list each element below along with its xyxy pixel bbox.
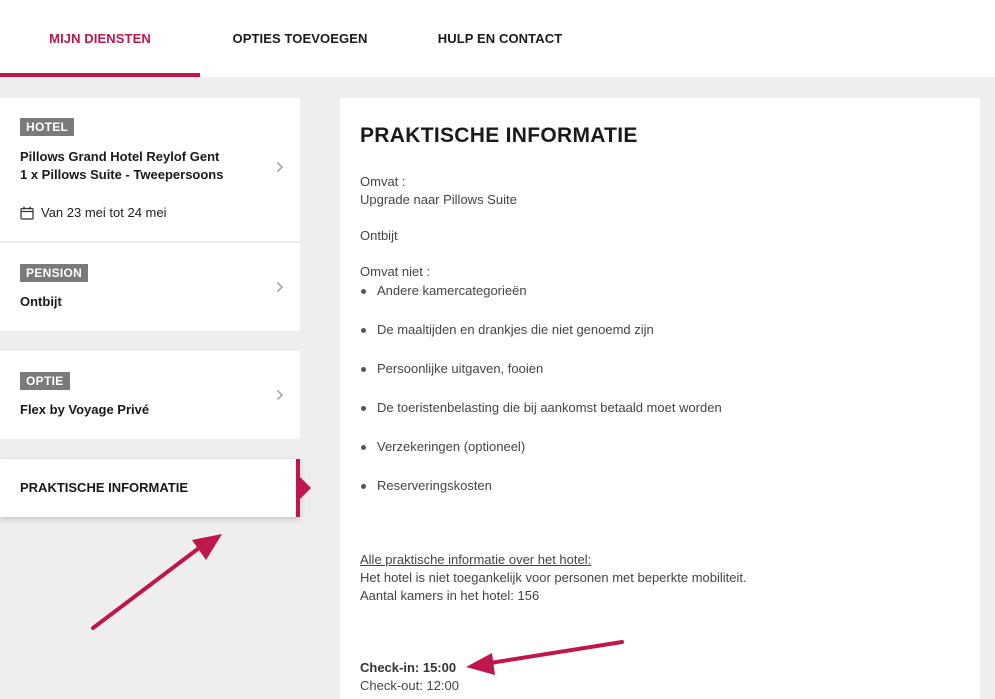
room-type: 1 x Pillows Suite - Tweepersoons xyxy=(20,167,224,182)
calendar-icon xyxy=(20,206,34,220)
excluded-label: Omvat niet : xyxy=(360,264,431,279)
list-item: Andere kamercategorieën xyxy=(360,282,722,321)
tab-label: OPTIES TOEVOEGEN xyxy=(232,31,368,46)
hotel-badge: HOTEL xyxy=(20,118,74,136)
pension-title: Ontbijt xyxy=(20,294,62,309)
tab-hulp-en-contact[interactable] xyxy=(400,0,600,77)
checkout-time: Check-out: 12:00 xyxy=(360,678,460,693)
list-item: Verzekeringen (optioneel) xyxy=(360,438,722,477)
stay-dates xyxy=(20,205,167,220)
tab-mijn-diensten[interactable] xyxy=(0,0,200,77)
chevron-right-icon xyxy=(276,388,284,406)
chevron-right-icon xyxy=(276,280,284,298)
list-item: De toeristenbelasting die bij aankomst betaald moet worden xyxy=(360,399,722,438)
practical-info-panel xyxy=(340,98,980,699)
tab-opties-toevoegen[interactable] xyxy=(200,0,400,77)
annotation-arrow-sidebar xyxy=(93,534,222,628)
checkin-time: Check-in: 15:00 xyxy=(360,660,457,675)
breakfast-text: Ontbijt xyxy=(360,228,398,243)
hotel-info-heading: Alle praktische informatie over het hotel: xyxy=(360,552,592,567)
stay-dates-text: Van 23 mei tot 24 mei xyxy=(41,205,167,220)
pension-card[interactable] xyxy=(0,243,300,331)
hotel-info-rooms: Aantal kamers in het hotel: 156 xyxy=(360,588,540,603)
list-item: De maaltijden en drankjes die niet genoemd zijn xyxy=(360,321,722,360)
pension-badge: PENSION xyxy=(20,264,88,282)
active-pointer xyxy=(300,477,311,499)
tab-label: HULP EN CONTACT xyxy=(437,31,563,46)
chevron-right-icon xyxy=(276,160,284,178)
list-item: Reserveringskosten xyxy=(360,477,722,516)
option-title: Flex by Voyage Privé xyxy=(20,402,150,417)
practical-info-card[interactable] xyxy=(0,459,300,517)
scope-label: Omvat : xyxy=(360,174,406,189)
option-card[interactable] xyxy=(0,351,300,439)
hotel-name: Pillows Grand Hotel Reylof Gent xyxy=(20,149,220,164)
practical-info-title: PRAKTISCHE INFORMATIE xyxy=(20,480,189,495)
hotel-card[interactable] xyxy=(0,98,300,242)
scope-value: Upgrade naar Pillows Suite xyxy=(360,192,517,207)
list-item: Persoonlijke uitgaven, fooien xyxy=(360,360,722,399)
excluded-list xyxy=(360,282,722,516)
hotel-info-accessibility: Het hotel is niet toegankelijk voor personen met beperkte mobiliteit. xyxy=(360,570,747,585)
top-navigation xyxy=(0,0,995,77)
panel-title: PRAKTISCHE INFORMATIE xyxy=(360,124,638,147)
option-badge: OPTIE xyxy=(20,372,70,390)
tab-label: MIJN DIENSTEN xyxy=(49,31,151,46)
